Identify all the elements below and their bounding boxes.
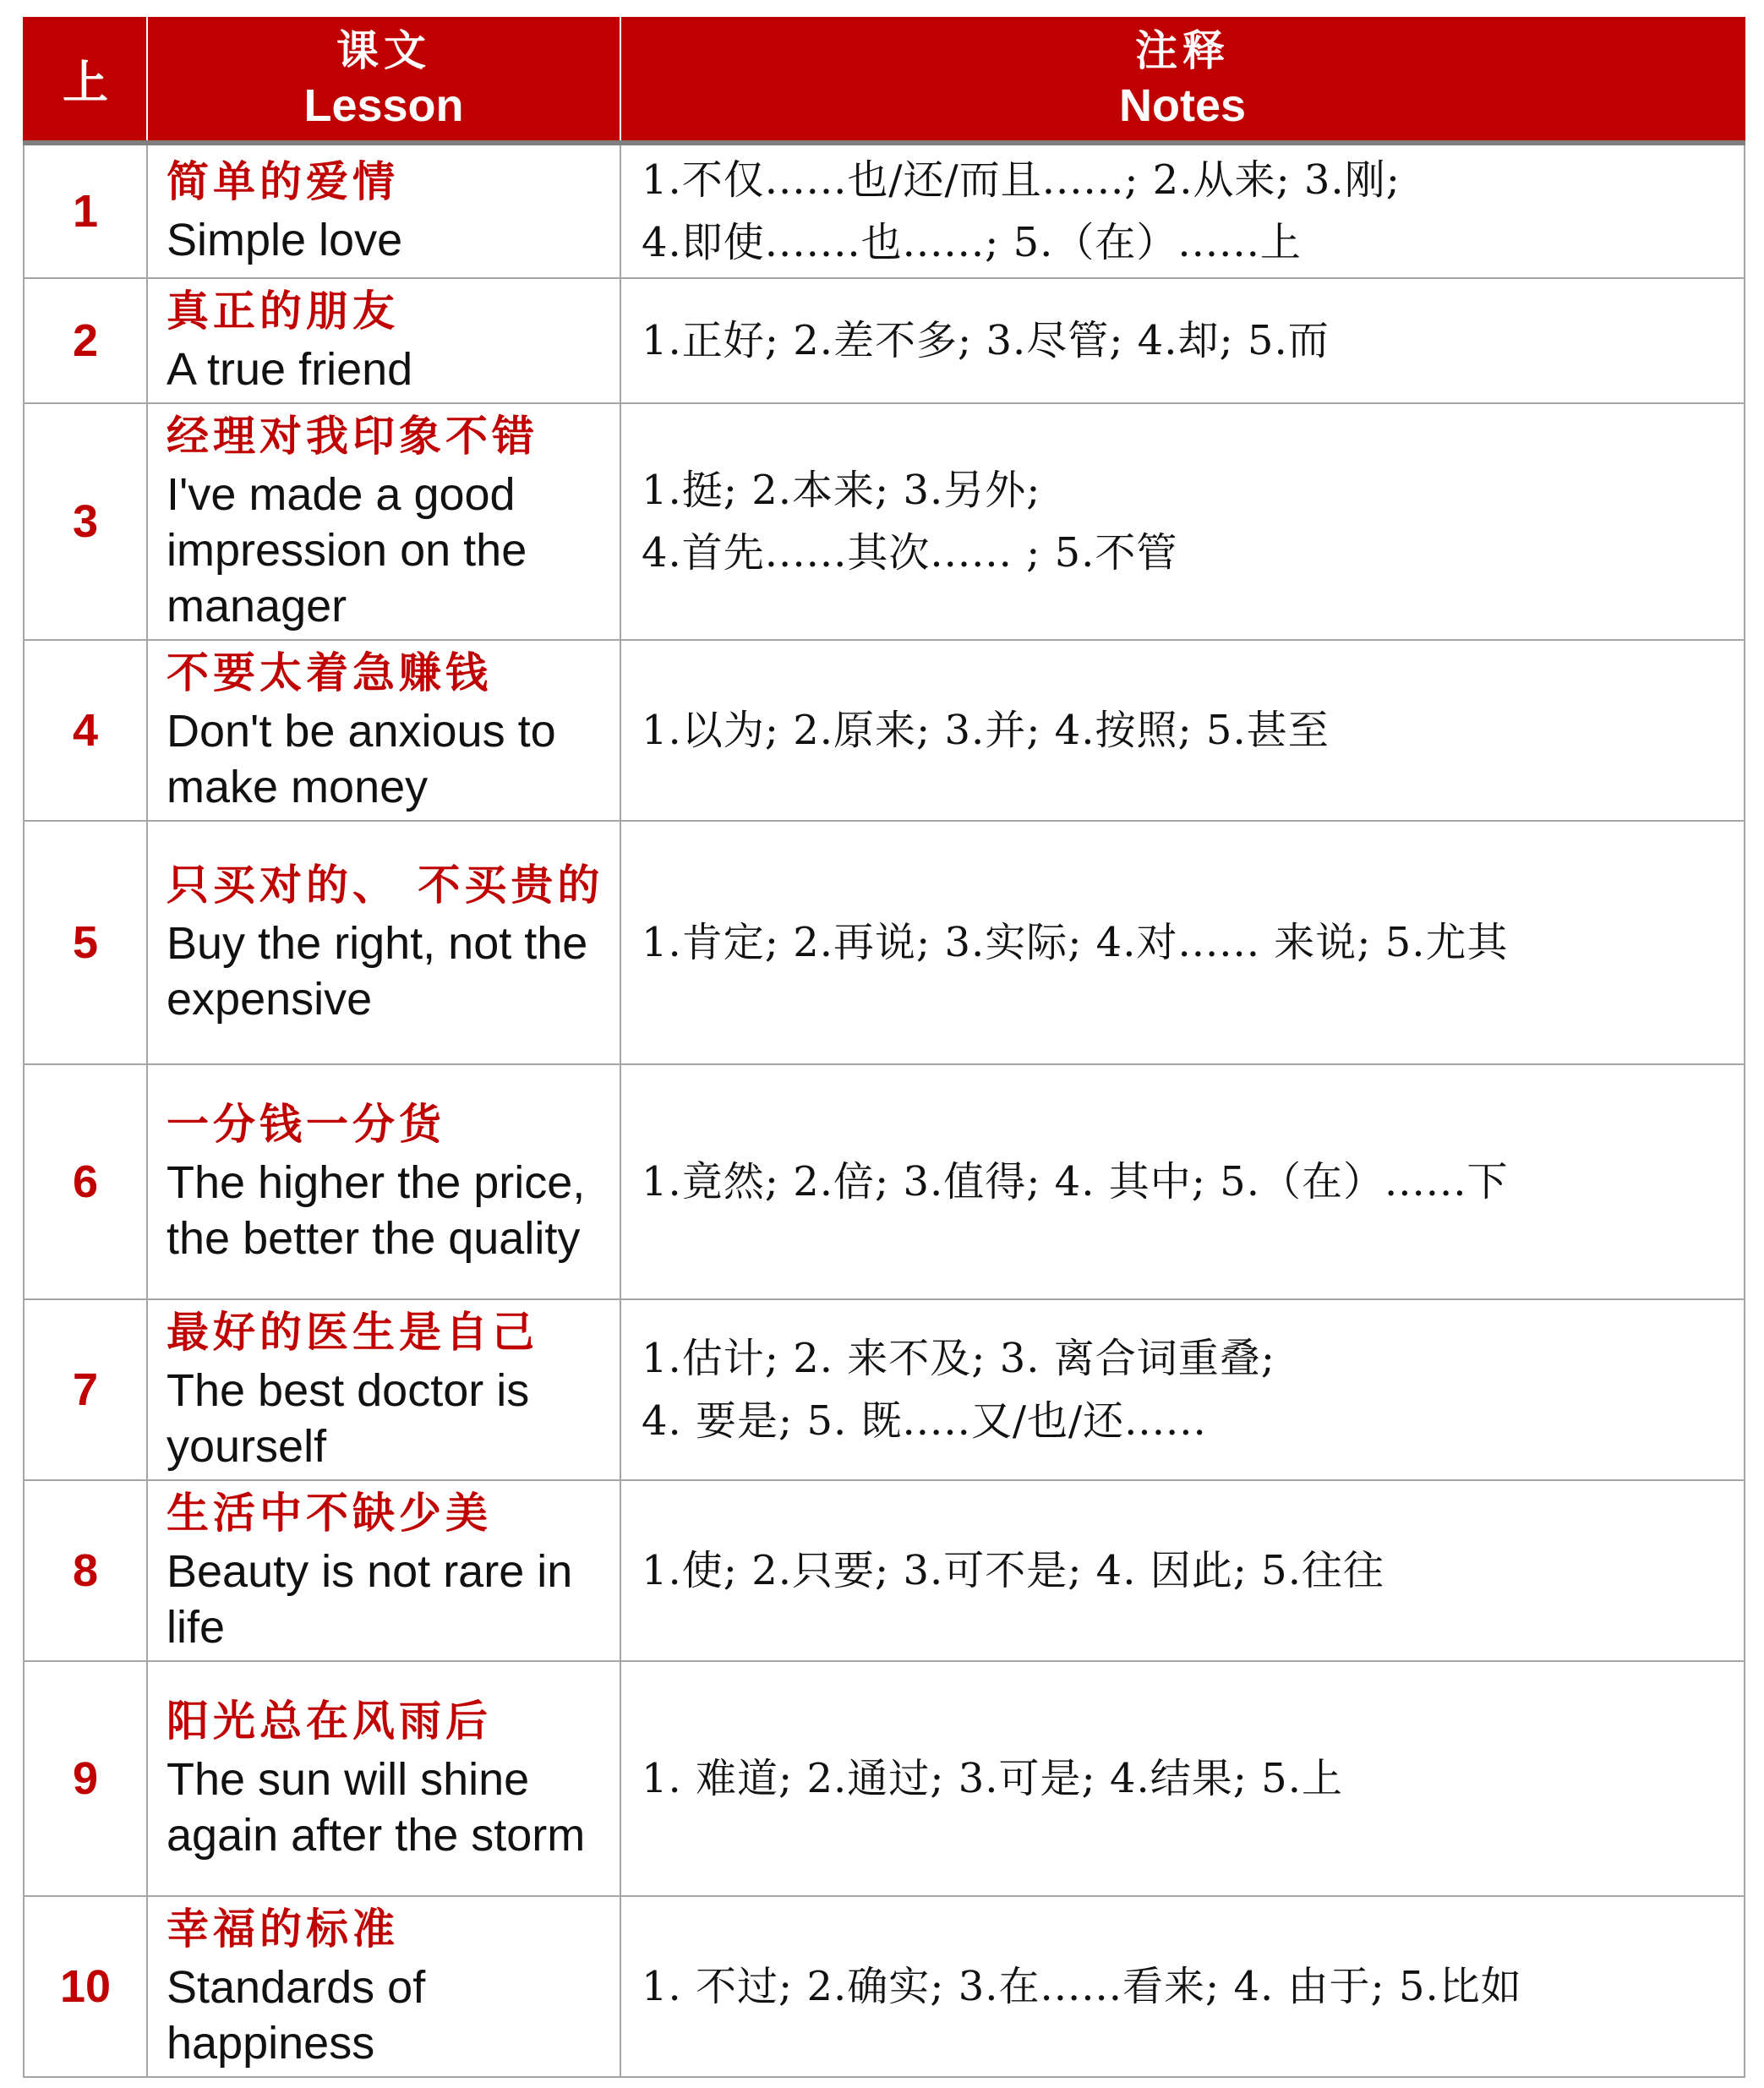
- table-row: [24, 1896, 1745, 2077]
- header-lesson-zh: 课文: [336, 25, 431, 75]
- lesson-notes: [620, 143, 1745, 278]
- note-line: 1.竟然; 2.倍; 3.值得; 4. 其中; 5.（在）......下: [642, 1158, 1509, 1205]
- lesson-title-en: Don't be anxious to make money: [167, 706, 556, 812]
- note-line: 1.不仅......也/还/而且......; 2.从来; 3.刚;: [642, 156, 1401, 204]
- note-line: 1.挺; 2.本来; 3.另外;: [642, 467, 1041, 514]
- note-line: 1.估计; 2. 来不及; 3. 离合词重叠;: [642, 1335, 1275, 1382]
- lesson-title-en: Standards of happiness: [167, 1962, 426, 2069]
- lesson-title: [147, 1896, 620, 2077]
- lesson-title: [147, 278, 620, 403]
- note-line: 1.正好; 2.差不多; 3.尽管; 4.却; 5.而: [642, 317, 1330, 364]
- header-notes-en: Notes: [1118, 80, 1247, 131]
- table-row: [24, 1480, 1745, 1661]
- table-row: [24, 1661, 1745, 1896]
- lesson-title-en: The best doctor is yourself: [167, 1365, 530, 1472]
- lesson-number: 7: [24, 1299, 147, 1480]
- lesson-number: 2: [24, 278, 147, 403]
- lesson-number: 3: [24, 403, 147, 640]
- table-row: [24, 143, 1745, 278]
- lesson-title-zh: 一分钱一分货: [167, 1099, 445, 1149]
- lesson-title: [147, 1299, 620, 1480]
- lesson-number: 1: [24, 143, 147, 278]
- lesson-notes: [620, 1299, 1745, 1480]
- lesson-notes: [620, 1064, 1745, 1299]
- table-row: [24, 821, 1745, 1064]
- lesson-number: 6: [24, 1064, 147, 1299]
- lesson-number: 10: [24, 1896, 147, 2077]
- lesson-title-zh: 最好的医生是自己: [167, 1307, 538, 1357]
- lesson-title-zh: 幸福的标准: [167, 1904, 399, 1954]
- table-row: [24, 1064, 1745, 1299]
- lesson-title: [147, 403, 620, 640]
- lesson-notes: [620, 640, 1745, 821]
- table-body: [24, 143, 1745, 2077]
- lesson-notes: [620, 1480, 1745, 1661]
- lesson-title: [147, 1064, 620, 1299]
- lesson-title-zh: 简单的爱情: [167, 156, 399, 206]
- note-line: 1.使; 2.只要; 3.可不是; 4. 因此; 5.往往: [642, 1547, 1384, 1594]
- header-num: [24, 17, 147, 143]
- lesson-title-en: I've made a good impression on the manager: [167, 469, 527, 631]
- header-notes: [620, 17, 1745, 143]
- lesson-title-zh: 阳光总在风雨后: [167, 1696, 492, 1746]
- header-lesson-en: Lesson: [303, 80, 464, 131]
- lesson-notes: [620, 278, 1745, 403]
- header-notes-zh: 注释: [1135, 25, 1230, 75]
- lesson-number: 8: [24, 1480, 147, 1661]
- table-row: [24, 403, 1745, 640]
- lesson-title-zh: 生活中不缺少美: [167, 1488, 492, 1538]
- lesson-title-zh: 经理对我印象不错: [167, 411, 538, 461]
- lesson-notes: [620, 403, 1745, 640]
- lesson-number: 4: [24, 640, 147, 821]
- lesson-notes-table: [23, 17, 1745, 2078]
- lesson-notes: [620, 821, 1745, 1064]
- lesson-title-en: Beauty is not rare in life: [167, 1546, 573, 1653]
- note-line: 1.肯定; 2.再说; 3.实际; 4.对...... 来说; 5.尤其: [642, 919, 1509, 966]
- note-line: 4.即使.......也......; 5.（在）......上: [642, 219, 1302, 266]
- lesson-notes: [620, 1896, 1745, 2077]
- lesson-title-en: The higher the price, the better the quality: [167, 1157, 586, 1264]
- lesson-number: 9: [24, 1661, 147, 1896]
- lesson-title: [147, 143, 620, 278]
- lesson-title-en: Buy the right, not the expensive: [167, 918, 588, 1025]
- table-row: [24, 640, 1745, 821]
- lesson-title-en: Simple love: [167, 215, 403, 265]
- lesson-title-en: A true friend: [167, 344, 413, 395]
- note-line: 1. 难道; 2.通过; 3.可是; 4.结果; 5.上: [642, 1755, 1343, 1802]
- lesson-title-zh: 只买对的、 不买贵的: [167, 860, 604, 910]
- lesson-title: [147, 640, 620, 821]
- note-line: 1.以为; 2.原来; 3.并; 4.按照; 5.甚至: [642, 707, 1330, 754]
- lesson-title: [147, 1480, 620, 1661]
- note-line: 4. 要是; 5. 既.....又/也/还......: [642, 1397, 1207, 1445]
- note-line: 4.首先......其次...... ; 5.不管: [642, 529, 1178, 577]
- lesson-title-en: The sun will shine again after the storm: [167, 1754, 586, 1861]
- header-lesson: [147, 17, 620, 143]
- table-header-row: [24, 17, 1745, 143]
- lesson-title-zh: 不要太着急赚钱: [167, 648, 492, 697]
- lesson-title: [147, 821, 620, 1064]
- table-row: [24, 1299, 1745, 1480]
- lesson-notes: [620, 1661, 1745, 1896]
- table-row: [24, 278, 1745, 403]
- lesson-title-zh: 真正的朋友: [167, 286, 399, 336]
- lesson-number: 5: [24, 821, 147, 1064]
- note-line: 1. 不过; 2.确实; 3.在......看来; 4. 由于; 5.比如: [642, 1963, 1522, 2010]
- lesson-title: [147, 1661, 620, 1896]
- header-num-label: 上: [63, 54, 108, 109]
